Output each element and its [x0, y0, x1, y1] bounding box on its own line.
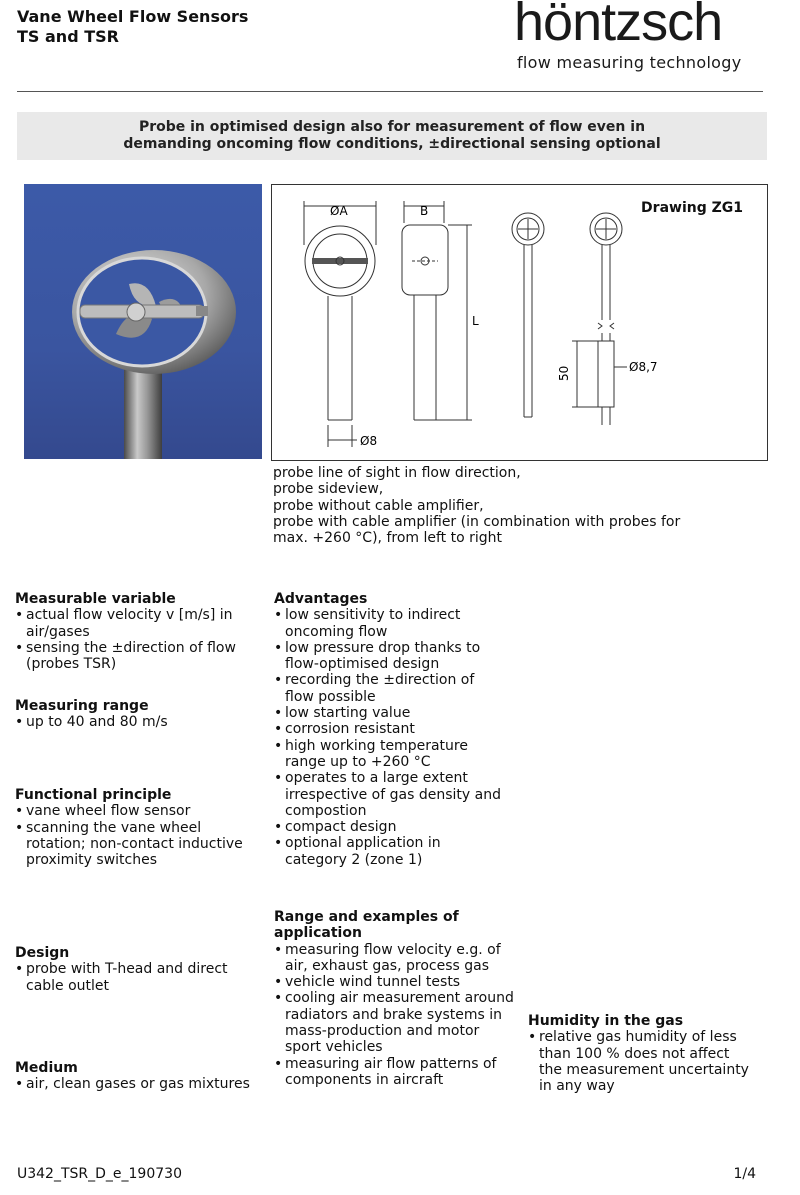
intro-banner — [17, 112, 767, 160]
title-line-2: TS and TSR — [17, 27, 119, 46]
dim-a-label: ØA — [330, 204, 348, 218]
section-heading: Measurable variable — [15, 591, 176, 607]
document-title — [17, 7, 248, 47]
section-heading: Range and examples of application — [274, 909, 459, 942]
caption-line: probe line of sight in flow direction, — [273, 465, 521, 481]
list-item: • low sensitivity to indirect oncoming flow — [274, 607, 506, 640]
dim-50-label: 50 — [557, 365, 571, 381]
list-item: • low starting value — [274, 705, 506, 721]
dim-87-label: Ø8,7 — [629, 360, 658, 374]
dim-8-label: Ø8 — [360, 434, 378, 448]
section-medium — [15, 1060, 265, 1093]
list-item: • sensing the ±direction of flow (probes TSR) — [15, 640, 255, 673]
list-item: • vehicle wind tunnel tests — [274, 974, 519, 990]
section-design — [15, 945, 255, 994]
list-item: • high working temperature range up to +260 °C — [274, 738, 506, 771]
list-item: • compact design — [274, 819, 506, 835]
caption-line: probe with cable amplifier (in combination with probes for — [273, 513, 681, 530]
section-heading: Functional principle — [15, 787, 172, 803]
caption-line: max. +260 °C), from left to right — [273, 530, 502, 547]
caption-line: probe without cable amplifier, — [273, 497, 484, 514]
drawing-caption — [273, 465, 703, 546]
title-line-1: Vane Wheel Flow Sensors — [17, 7, 249, 26]
section-measuring-range — [15, 698, 255, 731]
dim-l-label: L — [472, 314, 479, 328]
drawing-svg — [272, 185, 769, 462]
list-item: • scanning the vane wheel rotation; non-contact inductive proximity switches — [15, 820, 255, 869]
banner-line-1: Probe in optimised design also for measurement of flow even in — [138, 119, 646, 135]
probe-photo-illustration — [24, 184, 262, 459]
section-heading: Measuring range — [15, 698, 149, 714]
caption-line: probe sideview, — [273, 481, 384, 498]
list-item: • probe with T-head and direct cable outlet — [15, 961, 255, 994]
list-item: • vane wheel flow sensor — [15, 803, 255, 819]
list-item: • up to 40 and 80 m/s — [15, 714, 255, 730]
list-item: • measuring flow velocity e.g. of air, exhaust gas, process gas — [274, 942, 519, 975]
section-heading: Advantages — [274, 591, 368, 607]
list-item: • actual flow velocity v [m/s] in air/gases — [15, 607, 255, 640]
banner-line-2: demanding oncoming flow conditions, ±directional sensing optional — [123, 136, 661, 152]
section-advantages — [274, 591, 506, 868]
list-item: • air, clean gases or gas mixtures — [15, 1076, 265, 1092]
probe-photo — [24, 184, 262, 459]
list-item: • corrosion resistant — [274, 721, 506, 737]
list-item: • measuring air flow patterns of components in aircraft — [274, 1056, 519, 1089]
dim-b-label: B — [420, 204, 429, 218]
list-item: • relative gas humidity of less than 100 % does not affect the measurement uncertainty in any way — [528, 1029, 753, 1094]
document-id: U342_TSR_D_e_190730 — [17, 1166, 182, 1182]
company-logo: höntzsch — [514, 0, 723, 52]
drawing-label: Drawing ZG1 — [641, 200, 743, 216]
section-functional-principle — [15, 787, 255, 868]
list-item: • cooling air measurement around radiators and brake systems in mass-production and motor sport vehicles — [274, 990, 519, 1055]
list-item: • recording the ±direction of flow possible — [274, 672, 506, 705]
technical-drawing — [271, 184, 768, 461]
section-measurable-variable — [15, 591, 255, 672]
section-heading: Medium — [15, 1060, 78, 1076]
list-item: • operates to a large extent irrespective of gas density and compostion — [274, 770, 506, 819]
list-item: • low pressure drop thanks to flow-optimised design — [274, 640, 506, 673]
section-heading: Design — [15, 945, 70, 961]
section-application — [274, 909, 519, 1088]
header-divider — [17, 91, 763, 92]
page-number: 1/4 — [733, 1166, 756, 1182]
list-item: • optional application in category 2 (zone 1) — [274, 835, 506, 868]
section-humidity — [528, 1013, 753, 1094]
section-heading: Humidity in the gas — [528, 1013, 684, 1029]
company-tagline: flow measuring technology — [517, 53, 742, 72]
